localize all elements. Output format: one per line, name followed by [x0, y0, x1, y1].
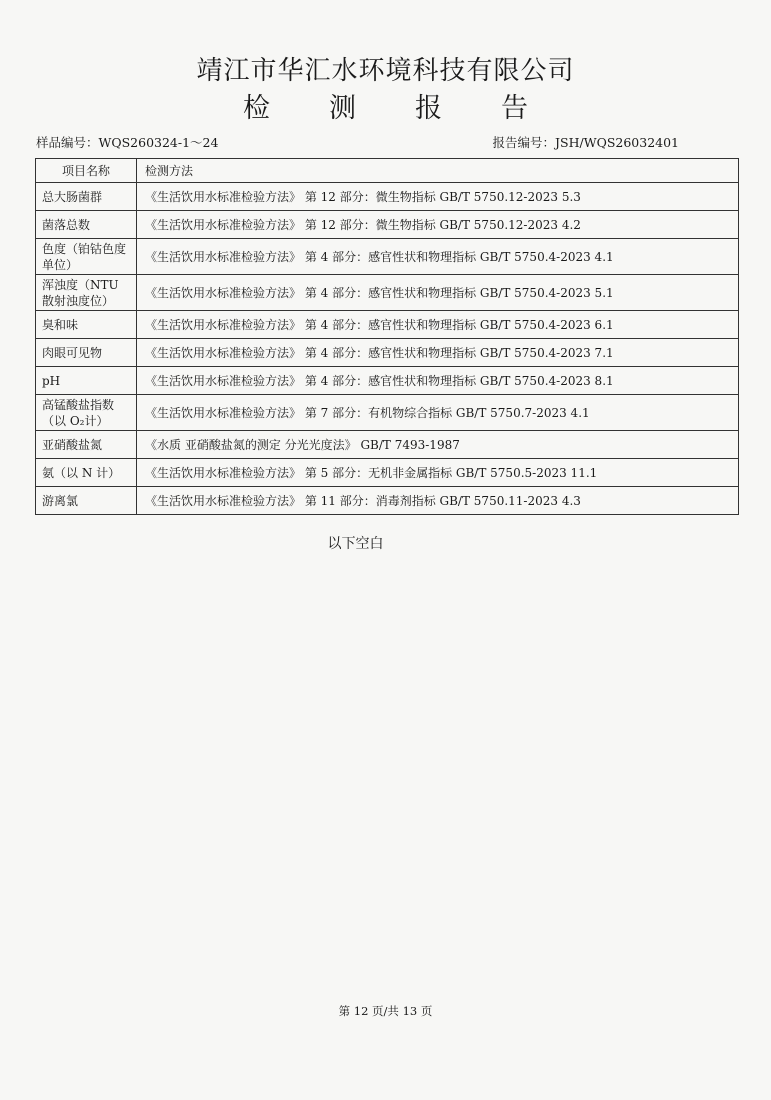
method: 《生活饮用水标准检验方法》 第 4 部分：感官性状和物理指标 GB/T 5750.4-2023 6.1 — [137, 311, 739, 339]
table-row — [36, 183, 739, 211]
blank-below-note: 以下空白 — [327, 536, 384, 552]
report-title — [0, 86, 771, 125]
method: 《生活饮用水标准检验方法》 第 12 部分：微生物指标 GB/T 5750.12-2023 5.3 — [137, 183, 739, 211]
table-row — [36, 367, 739, 395]
method: 《生活饮用水标准检验方法》 第 4 部分：感官性状和物理指标 GB/T 5750.4-2023 5.1 — [137, 275, 739, 311]
table-row — [36, 211, 739, 239]
table-header-row — [36, 159, 739, 183]
item-name: 浑浊度（NTU散射浊度位） — [36, 275, 137, 311]
method: 《生活饮用水标准检验方法》 第 4 部分：感官性状和物理指标 GB/T 5750.4-2023 8.1 — [137, 367, 739, 395]
report-title-char: 检 — [243, 93, 270, 124]
table-row — [36, 431, 739, 459]
item-name: 亚硝酸盐氮 — [36, 431, 137, 459]
item-name: pH — [36, 367, 137, 395]
method: 《水质 亚硝酸盐氮的测定 分光光度法》 GB/T 7493-1987 — [137, 431, 739, 459]
table-row — [36, 459, 739, 487]
table-row — [36, 311, 739, 339]
item-name: 高锰酸盐指数（以 O₂计） — [36, 395, 137, 431]
method: 《生活饮用水标准检验方法》 第 11 部分：消毒剂指标 GB/T 5750.11-2023 4.3 — [137, 487, 739, 515]
item-name: 菌落总数 — [36, 211, 137, 239]
item-name: 总大肠菌群 — [36, 183, 137, 211]
page-number: 第 12 页/共 13 页 — [338, 1004, 433, 1018]
method: 《生活饮用水标准检验方法》 第 5 部分：无机非金属指标 GB/T 5750.5-2023 11.1 — [137, 459, 739, 487]
report-title-char: 告 — [501, 93, 528, 124]
report-number: 报告编号：JSH/WQS26032401 — [492, 135, 679, 150]
company-name: 靖江市华汇水环境科技有限公司 — [196, 56, 575, 86]
item-name: 氨（以 N 计） — [36, 459, 137, 487]
method: 《生活饮用水标准检验方法》 第 4 部分：感官性状和物理指标 GB/T 5750.4-2023 4.1 — [137, 239, 739, 275]
table-row — [36, 339, 739, 367]
item-name: 臭和味 — [36, 311, 137, 339]
sample-number: 样品编号：WQS260324-1～24 — [36, 135, 219, 150]
report-title-char: 报 — [415, 93, 442, 124]
header-method: 检测方法 — [137, 159, 739, 183]
table-row — [36, 487, 739, 515]
test-methods-table — [35, 158, 739, 515]
method: 《生活饮用水标准检验方法》 第 4 部分：感官性状和物理指标 GB/T 5750.4-2023 7.1 — [137, 339, 739, 367]
item-name: 肉眼可见物 — [36, 339, 137, 367]
method: 《生活饮用水标准检验方法》 第 7 部分：有机物综合指标 GB/T 5750.7-2023 4.1 — [137, 395, 739, 431]
report-title-char: 测 — [329, 93, 356, 124]
item-name: 游离氯 — [36, 487, 137, 515]
table-row — [36, 275, 739, 311]
method: 《生活饮用水标准检验方法》 第 12 部分：微生物指标 GB/T 5750.12-2023 4.2 — [137, 211, 739, 239]
item-name: 色度（铂钴色度单位） — [36, 239, 137, 275]
header-item-name: 项目名称 — [36, 159, 137, 183]
table-row — [36, 239, 739, 275]
table-row — [36, 395, 739, 431]
